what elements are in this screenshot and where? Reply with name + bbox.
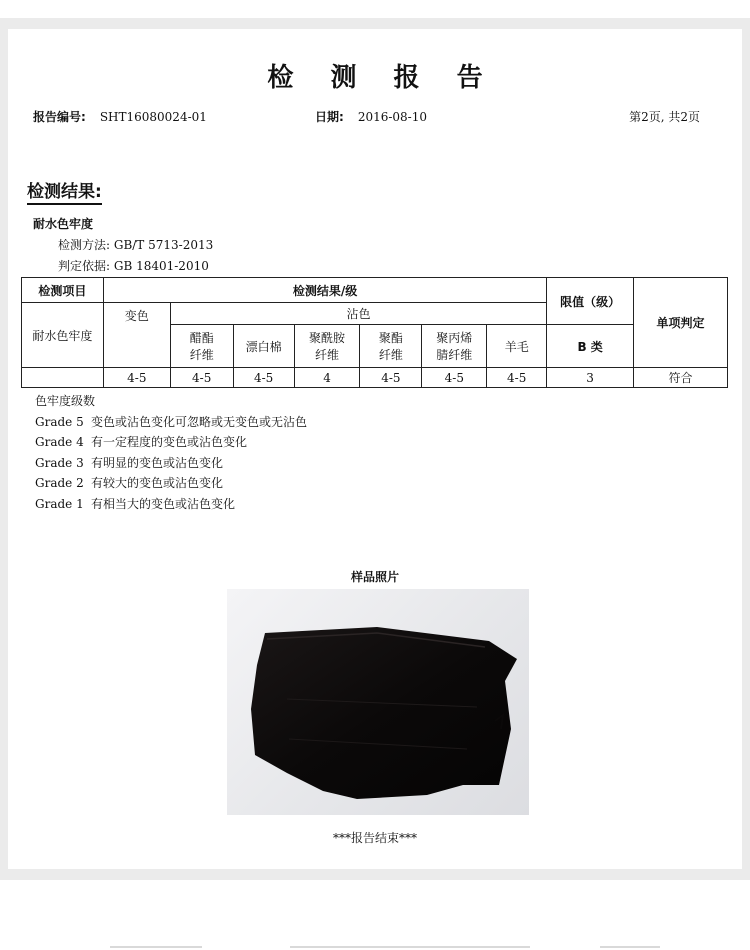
black-fabric-sample — [227, 589, 529, 815]
grade-line: Grade 4 有一定程度的变色或沾色变化 — [35, 435, 248, 450]
report-number — [33, 108, 207, 125]
results-table — [21, 277, 728, 388]
limit-value: 3 — [547, 368, 634, 388]
report-number-value: SHT16080024-01 — [99, 110, 207, 124]
divider — [110, 946, 202, 948]
verdict-value: 符合 — [634, 368, 728, 388]
report-end: ***报告结束*** — [332, 831, 417, 845]
grade-line: Grade 3 有明显的变色或沾色变化 — [35, 455, 224, 470]
value-cell: 4-5 — [422, 368, 487, 388]
fiber-header: 漂白棉 — [233, 325, 294, 368]
value-cell: 4-5 — [360, 368, 422, 388]
page-frame — [0, 18, 750, 880]
report-number-label: 报告编号: — [33, 110, 86, 124]
divider — [600, 946, 660, 948]
fiber-header: 醋酯 纤维 — [170, 325, 233, 368]
header-test-item: 检测项目 — [22, 278, 104, 303]
report-title: 检 测 报 告 — [267, 63, 497, 93]
test-item-title: 耐水色牢度 — [33, 217, 94, 231]
limit-class: B 类 — [547, 325, 634, 368]
report-date-label: 日期: — [315, 110, 344, 124]
grade-line: Grade 2 有较大的变色或沾色变化 — [35, 476, 224, 491]
row-item-name: 耐水色牢度 — [22, 303, 104, 368]
fiber-header: 聚酰胺 纤维 — [294, 325, 360, 368]
color-change-header: 变色 — [103, 303, 170, 368]
header-verdict: 单项判定 — [634, 278, 728, 368]
header-limit: 限值（级） — [547, 278, 634, 325]
test-method: 检测方法: GB/T 5713-2013 — [58, 238, 214, 252]
report-date — [315, 108, 427, 125]
report-date-value: 2016-08-10 — [357, 110, 427, 124]
report-paper — [8, 29, 742, 869]
value-cell: 4-5 — [103, 368, 170, 388]
grade-line: Grade 1 有相当大的变色或沾色变化 — [35, 496, 236, 511]
empty-cell — [22, 368, 104, 388]
notes-title: 色牢度级数 — [35, 394, 96, 408]
grade-line: Grade 5 变色或沾色变化可忽略或无变色或无沾色 — [35, 414, 308, 429]
divider — [290, 946, 530, 948]
value-cell: 4-5 — [170, 368, 233, 388]
fiber-header: 聚酯 纤维 — [360, 325, 422, 368]
sample-photo — [227, 589, 529, 815]
header-test-result: 检测结果/级 — [103, 278, 546, 303]
value-cell: 4-5 — [487, 368, 547, 388]
judgement-basis: 判定依据: GB 18401-2010 — [58, 259, 209, 273]
value-cell: 4-5 — [233, 368, 294, 388]
fiber-header: 聚丙烯 腈纤维 — [422, 325, 487, 368]
staining-header: 沾色 — [170, 303, 546, 325]
section-heading: 检测结果: — [27, 177, 102, 205]
photo-caption: 样品照片 — [350, 570, 399, 584]
page-info: 第2页, 共2页 — [629, 110, 700, 124]
grade-notes — [35, 391, 307, 515]
value-cell: 4 — [294, 368, 360, 388]
fiber-header: 羊毛 — [487, 325, 547, 368]
